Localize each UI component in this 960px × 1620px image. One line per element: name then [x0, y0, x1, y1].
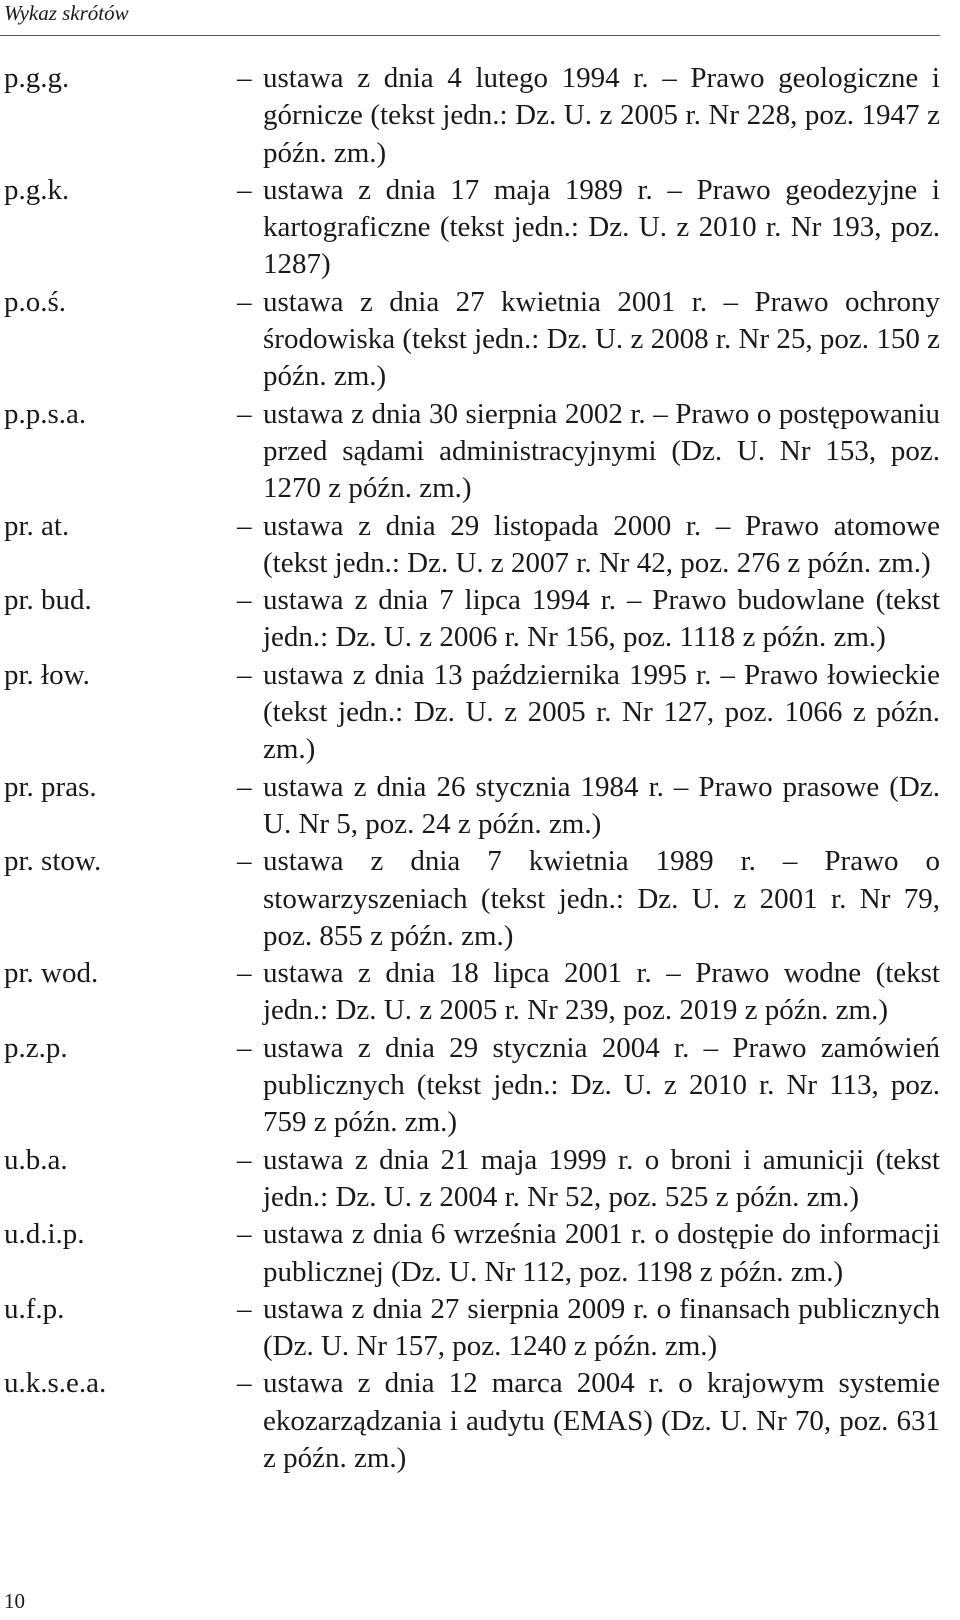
entry-dash: – [237, 658, 252, 691]
abbreviation-definition [237, 1142, 940, 1217]
abbreviation-definition [237, 60, 940, 172]
entry-dash: – [237, 957, 252, 990]
entry-dash: – [237, 509, 252, 542]
abbreviation-term: p.g.k. [4, 173, 70, 206]
abbreviation-entry [0, 508, 940, 583]
entry-dash: – [237, 1367, 252, 1400]
abbreviation-entry [0, 843, 940, 955]
abbreviation-definition [237, 1365, 940, 1477]
definition-text: ustawa z dnia 18 lipca 2001 r. – Prawo wodne (tekst jedn.: Dz. U. z 2005 r. Nr 239, poz. 2019 z późn. zm.) [263, 957, 940, 1027]
abbreviation-definition [237, 769, 940, 844]
abbreviation-definition [237, 1030, 940, 1142]
abbreviation-definition [237, 657, 940, 769]
abbreviation-entry [0, 396, 940, 508]
definition-text: ustawa z dnia 7 lipca 1994 r. – Prawo budowlane (tekst jedn.: Dz. U. z 2006 r. Nr 156, poz. 1118 z późn. zm.) [263, 584, 940, 654]
abbreviation-entry [0, 1030, 940, 1142]
abbreviation-definition [237, 508, 940, 583]
running-header: Wykaz skrótów [4, 1, 129, 25]
abbreviation-entry [0, 769, 940, 844]
abbreviation-term: pr. stow. [4, 845, 102, 878]
entry-dash: – [237, 62, 252, 94]
entry-dash: – [237, 173, 252, 206]
definition-text: ustawa z dnia 21 maja 1999 r. o broni i amunicji (tekst jedn.: Dz. U. z 2004 r. Nr 52, poz. 525 z późn. zm.) [263, 1143, 940, 1213]
header-divider [0, 35, 940, 36]
abbreviation-definition [237, 396, 940, 508]
entry-dash: – [237, 1031, 252, 1064]
abbreviation-definition [237, 172, 940, 284]
abbreviation-definition [237, 582, 940, 657]
definition-text: ustawa z dnia 29 listopada 2000 r. – Prawo atomowe (tekst jedn.: Dz. U. z 2007 r. Nr 42, poz. 276 z późn. zm.) [263, 509, 940, 579]
abbreviation-entry [0, 1291, 940, 1366]
abbreviation-term: p.z.p. [4, 1031, 68, 1064]
abbreviation-term: p.p.s.a. [4, 397, 87, 430]
abbreviation-term: u.f.p. [4, 1292, 65, 1325]
abbreviation-term: u.d.i.p. [4, 1218, 85, 1251]
abbreviation-term: pr. łow. [4, 658, 90, 691]
abbreviation-definition [237, 1216, 940, 1291]
entry-dash: – [237, 397, 252, 430]
abbreviation-entry [0, 955, 940, 1030]
entry-dash: – [237, 1143, 252, 1176]
abbreviation-entry [0, 1142, 940, 1217]
entry-dash: – [237, 1292, 252, 1325]
definition-text: ustawa z dnia 27 sierpnia 2009 r. o finansach publicznych (Dz. U. Nr 157, poz. 1240 z późn. zm.) [263, 1292, 940, 1363]
definition-text: ustawa z dnia 13 października 1995 r. – Prawo łowieckie (tekst jedn.: Dz. U. z 2005 r. Nr 127, poz. 1066 z późn. zm.) [263, 658, 940, 766]
abbreviation-definition [237, 955, 940, 1030]
definition-text: ustawa z dnia 29 stycznia 2004 r. – Prawo zamówień publicznych (tekst jedn.: Dz. U. z 2010 r. Nr 113, poz. 759 z późn. zm.) [263, 1031, 940, 1139]
abbreviation-term: pr. at. [4, 509, 70, 542]
definition-text: ustawa z dnia 17 maja 1989 r. – Prawo geodezyjne i kartograficzne (tekst jedn.: Dz. U. z 2010 r. Nr 193, poz. 1287) [263, 173, 940, 281]
entry-dash: – [237, 845, 252, 878]
definition-text: ustawa z dnia 12 marca 2004 r. o krajowym systemie ekozarządzania i audytu (EMAS) (Dz. U. Nr 70, poz. 631 z późn. zm.) [263, 1367, 940, 1474]
definition-text: ustawa z dnia 30 sierpnia 2002 r. – Prawo o postępowaniu przed sądami administracyjnymi (Dz. U. Nr 153, poz. 1270 z późn. zm.) [263, 397, 940, 505]
abbreviation-term: pr. bud. [4, 584, 92, 617]
abbreviation-definition [237, 1291, 940, 1366]
abbreviation-term: pr. pras. [4, 770, 97, 803]
abbreviation-term: p.o.ś. [4, 285, 67, 318]
abbreviation-term: p.g.g. [4, 62, 70, 94]
abbreviation-entry [0, 172, 940, 284]
entry-dash: – [237, 584, 252, 617]
entry-dash: – [237, 770, 252, 803]
abbreviation-entry [0, 657, 940, 769]
abbreviation-list [0, 60, 940, 1477]
abbreviation-entry [0, 284, 940, 396]
entry-dash: – [237, 1218, 252, 1251]
abbreviation-term: u.k.s.e.a. [4, 1367, 107, 1400]
definition-text: ustawa z dnia 27 kwietnia 2001 r. – Prawo ochrony środowiska (tekst jedn.: Dz. U. z 2008 r. Nr 25, poz. 150 z późn. zm.) [263, 285, 940, 393]
definition-text: ustawa z dnia 7 kwietnia 1989 r. – Prawo o stowarzyszeniach (tekst jedn.: Dz. U. z 2001 r. Nr 79, poz. 855 z późn. zm.) [263, 845, 940, 952]
abbreviation-entry [0, 1216, 940, 1291]
definition-text: ustawa z dnia 6 września 2001 r. o dostępie do informacji publicznej (Dz. U. Nr 112, poz. 1198 z późn. zm.) [263, 1218, 940, 1288]
abbreviation-entry [0, 582, 940, 657]
entry-dash: – [237, 285, 252, 318]
abbreviation-entry [0, 60, 940, 172]
definition-text: ustawa z dnia 26 stycznia 1984 r. – Prawo prasowe (Dz. U. Nr 5, poz. 24 z późn. zm.) [263, 770, 940, 840]
abbreviation-term: u.b.a. [4, 1143, 68, 1176]
abbreviation-entry [0, 1365, 940, 1477]
abbreviation-term: pr. wod. [4, 957, 99, 990]
page-number: 10 [4, 1589, 25, 1613]
definition-text: ustawa z dnia 4 lutego 1994 r. – Prawo geologiczne i górnicze (tekst jedn.: Dz. U. z 2005 r. Nr 228, poz. 1947 z późn. zm.) [263, 62, 940, 169]
abbreviation-definition [237, 284, 940, 396]
abbreviation-definition [237, 843, 940, 955]
